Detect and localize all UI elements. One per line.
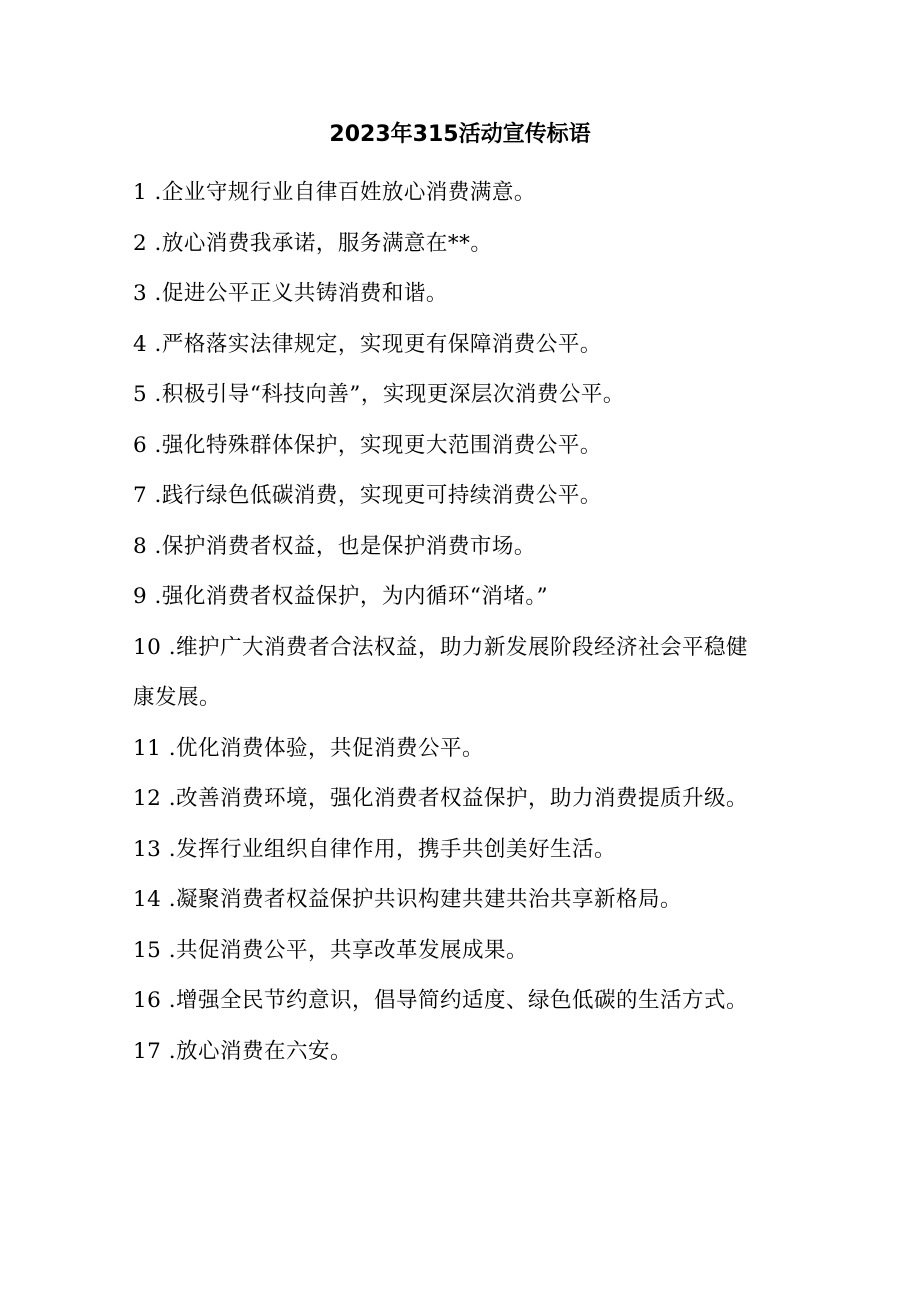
- list-item: 9 .强化消费者权益保护，为内循环“消堵。”: [133, 584, 549, 609]
- list-item: 12 .改善消费环境，强化消费者权益保护，助力消费提质升级。: [133, 786, 749, 811]
- item-number: 2: [133, 230, 148, 256]
- item-text: 保护消费者权益，也是保护消费市场。: [161, 533, 536, 559]
- item-number: 15: [133, 937, 162, 963]
- list-item: 2 .放心消费我承诺，服务满意在**。: [133, 230, 493, 256]
- list-item: 6 .强化特殊群体保护，实现更大范围消费公平。: [133, 432, 602, 458]
- item-text: 强化消费者权益保护，为内循环“消堵。”: [161, 584, 549, 609]
- item-number: 10: [133, 634, 162, 660]
- item-number: 1: [133, 180, 148, 205]
- list-item: 11 .优化消费体验，共促消费公平。: [133, 735, 485, 761]
- list-item: 3 .促进公平正义共铸消费和谐。: [133, 281, 448, 306]
- item-number: 9: [133, 584, 148, 609]
- item-number: 7: [133, 483, 148, 508]
- list-item: 15 .共促消费公平，共享改革发展成果。: [133, 937, 529, 963]
- item-number: 14: [133, 887, 162, 912]
- item-number: 6: [133, 432, 148, 458]
- item-number: 12: [133, 786, 162, 811]
- list-item: 17 .放心消费在六安。: [133, 1038, 353, 1064]
- list-item: 5 .积极引导“科技向善”，实现更深层次消费公平。: [133, 382, 625, 407]
- item-text: 强化特殊群体保护，实现更大范围消费公平。: [161, 432, 602, 458]
- item-number: 17: [133, 1038, 162, 1064]
- item-text: 践行绿色低碳消费，实现更可持续消费公平。: [161, 483, 602, 508]
- list-item: 14 .凝聚消费者权益保护共识构建共建共治共享新格局。: [133, 887, 683, 912]
- item-text: 企业守规行业自律百姓放心消费满意。: [161, 180, 536, 205]
- item-number: 13: [133, 836, 162, 862]
- item-number: 5: [133, 382, 148, 407]
- item-text: 维护广大消费者合法权益，助力新发展阶段经济社会平稳健康发展。: [133, 634, 749, 710]
- list-item: 7 .践行绿色低碳消费，实现更可持续消费公平。: [133, 483, 602, 508]
- item-text: 改善消费环境，强化消费者权益保护，助力消费提质升级。: [176, 786, 749, 811]
- item-number: 3: [133, 281, 148, 306]
- item-number: 16: [133, 988, 162, 1013]
- slogan-list: [133, 168, 763, 1077]
- list-item: 8 .保护消费者权益，也是保护消费市场。: [133, 533, 536, 559]
- item-text: 放心消费在六安。: [176, 1038, 353, 1064]
- list-item: 1 .企业守规行业自律百姓放心消费满意。: [133, 180, 536, 205]
- list-item: 10 .维护广大消费者合法权益，助力新发展阶段经济社会平稳健康发展。: [133, 634, 749, 710]
- item-number: 4: [133, 331, 148, 357]
- list-item: 16 .增强全民节约意识，倡导简约适度、绿色低碳的生活方式。: [133, 988, 749, 1013]
- item-text: 优化消费体验，共促消费公平。: [176, 735, 485, 761]
- item-number: 11: [133, 735, 162, 761]
- item-text: 发挥行业组织自律作用，携手共创美好生活。: [176, 836, 617, 862]
- item-text: 共促消费公平，共享改革发展成果。: [176, 937, 529, 963]
- list-item: 4 .严格落实法律规定，实现更有保障消费公平。: [133, 331, 602, 357]
- item-text: 积极引导“科技向善”，实现更深层次消费公平。: [161, 382, 625, 407]
- item-number: 8: [133, 533, 148, 559]
- document-title: 2023年315活动宣传标语: [329, 122, 591, 147]
- item-text: 凝聚消费者权益保护共识构建共建共治共享新格局。: [176, 887, 683, 912]
- item-text: 放心消费我承诺，服务满意在**。: [161, 230, 493, 256]
- item-text: 严格落实法律规定，实现更有保障消费公平。: [161, 331, 602, 357]
- item-text: 促进公平正义共铸消费和谐。: [161, 281, 448, 306]
- list-item: 13 .发挥行业组织自律作用，携手共创美好生活。: [133, 836, 617, 862]
- item-text: 增强全民节约意识，倡导简约适度、绿色低碳的生活方式。: [176, 988, 749, 1013]
